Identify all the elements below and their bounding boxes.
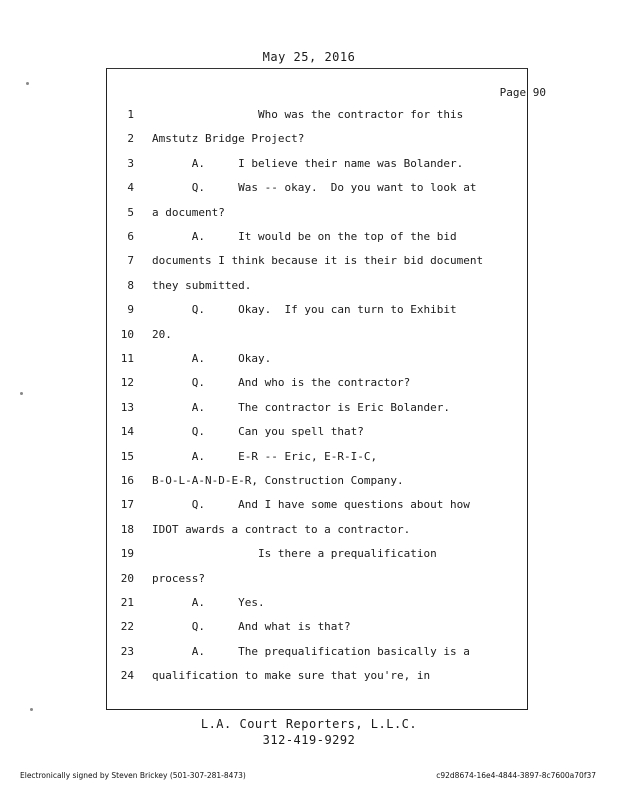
scan-speck bbox=[26, 82, 29, 85]
line-number: 10 bbox=[120, 327, 134, 341]
transcript-line bbox=[0, 181, 618, 197]
transcript-line bbox=[0, 230, 618, 246]
transcript-line bbox=[0, 328, 618, 344]
line-text: Q. And who is the contractor? bbox=[152, 376, 411, 390]
transcript-line bbox=[0, 401, 618, 417]
transcript-line bbox=[0, 620, 618, 636]
transcript-line bbox=[0, 425, 618, 441]
scan-speck bbox=[30, 708, 33, 711]
transcript-line bbox=[0, 376, 618, 392]
line-number: 9 bbox=[127, 303, 134, 317]
line-number: 22 bbox=[120, 620, 134, 634]
transcript-line bbox=[0, 498, 618, 514]
transcript-line bbox=[0, 596, 618, 612]
line-text: A. E-R -- Eric, E-R-I-C, bbox=[152, 449, 378, 463]
scan-speck bbox=[20, 392, 23, 395]
line-text: they submitted. bbox=[152, 278, 252, 292]
line-number: 8 bbox=[127, 278, 134, 292]
line-number: 1 bbox=[127, 108, 134, 121]
line-text: a document? bbox=[152, 205, 225, 219]
footer-company: L.A. Court Reporters, L.L.C. bbox=[200, 717, 418, 731]
line-number: 18 bbox=[120, 522, 134, 536]
line-text: Who was the contractor for this bbox=[152, 108, 464, 121]
line-text: A. The contractor is Eric Bolander. bbox=[152, 400, 451, 414]
document-id: c92d8674-16e4-4844-3897-8c7600a70f37 bbox=[436, 771, 596, 780]
transcript-line bbox=[0, 352, 618, 368]
transcript-line bbox=[0, 547, 618, 563]
transcript-line bbox=[0, 157, 618, 173]
line-text: A. Yes. bbox=[152, 596, 265, 609]
line-number: 5 bbox=[127, 205, 134, 219]
line-number: 14 bbox=[120, 425, 134, 439]
transcript-line bbox=[0, 450, 618, 466]
transcript-line bbox=[0, 645, 618, 661]
transcript-line bbox=[0, 108, 618, 124]
line-number: 4 bbox=[127, 181, 134, 195]
line-text: Is there a prequalification bbox=[152, 547, 437, 561]
transcript-line bbox=[0, 206, 618, 222]
header-date: May 25, 2016 bbox=[262, 50, 356, 64]
line-text: Amstutz Bridge Project? bbox=[152, 132, 305, 146]
page-number-label: Page 90 bbox=[499, 86, 546, 99]
transcript-line bbox=[0, 572, 618, 588]
line-number: 7 bbox=[127, 254, 134, 268]
line-number: 19 bbox=[120, 547, 134, 561]
line-text: A. The prequalification basically is a bbox=[152, 644, 470, 658]
line-number: 3 bbox=[127, 156, 134, 170]
line-text: Q. And what is that? bbox=[152, 620, 351, 634]
line-number: 20 bbox=[120, 571, 134, 585]
line-number: 16 bbox=[120, 474, 134, 487]
transcript-line bbox=[0, 279, 618, 295]
transcript-line bbox=[0, 474, 618, 490]
line-text: Q. And I have some questions about how bbox=[152, 498, 470, 512]
line-text: Q. Okay. If you can turn to Exhibit bbox=[152, 303, 457, 317]
line-text: IDOT awards a contract to a contractor. bbox=[152, 522, 411, 536]
line-text: B-O-L-A-N-D-E-R, Construction Company. bbox=[152, 474, 404, 487]
line-number: 6 bbox=[127, 230, 134, 243]
line-number: 23 bbox=[120, 644, 134, 658]
line-number: 17 bbox=[120, 498, 134, 512]
line-text: Q. Can you spell that? bbox=[152, 425, 364, 439]
electronic-signature-note: Electronically signed by Steven Brickey (501-307-281-8473) bbox=[20, 771, 246, 780]
line-text: 20. bbox=[152, 327, 172, 341]
transcript-line bbox=[0, 303, 618, 319]
line-text: documents I think because it is their bid document bbox=[152, 254, 484, 268]
line-number: 12 bbox=[120, 376, 134, 390]
footer-phone: 312-419-9292 bbox=[262, 733, 356, 747]
line-text: A. Okay. bbox=[152, 352, 272, 365]
line-text: A. I believe their name was Bolander. bbox=[152, 156, 464, 170]
transcript-line bbox=[0, 254, 618, 270]
transcript-line bbox=[0, 669, 618, 685]
line-text: qualification to make sure that you're, in bbox=[152, 669, 431, 683]
line-text: A. It would be on the top of the bid bbox=[152, 230, 457, 243]
line-number: 11 bbox=[120, 352, 134, 365]
line-number: 13 bbox=[120, 400, 134, 414]
transcript-line bbox=[0, 132, 618, 148]
line-number: 15 bbox=[120, 449, 134, 463]
transcript-line bbox=[0, 523, 618, 539]
line-text: process? bbox=[152, 571, 205, 585]
line-number: 24 bbox=[120, 669, 134, 683]
line-number: 21 bbox=[120, 596, 134, 609]
line-number: 2 bbox=[127, 132, 134, 146]
line-text: Q. Was -- okay. Do you want to look at bbox=[152, 181, 477, 195]
